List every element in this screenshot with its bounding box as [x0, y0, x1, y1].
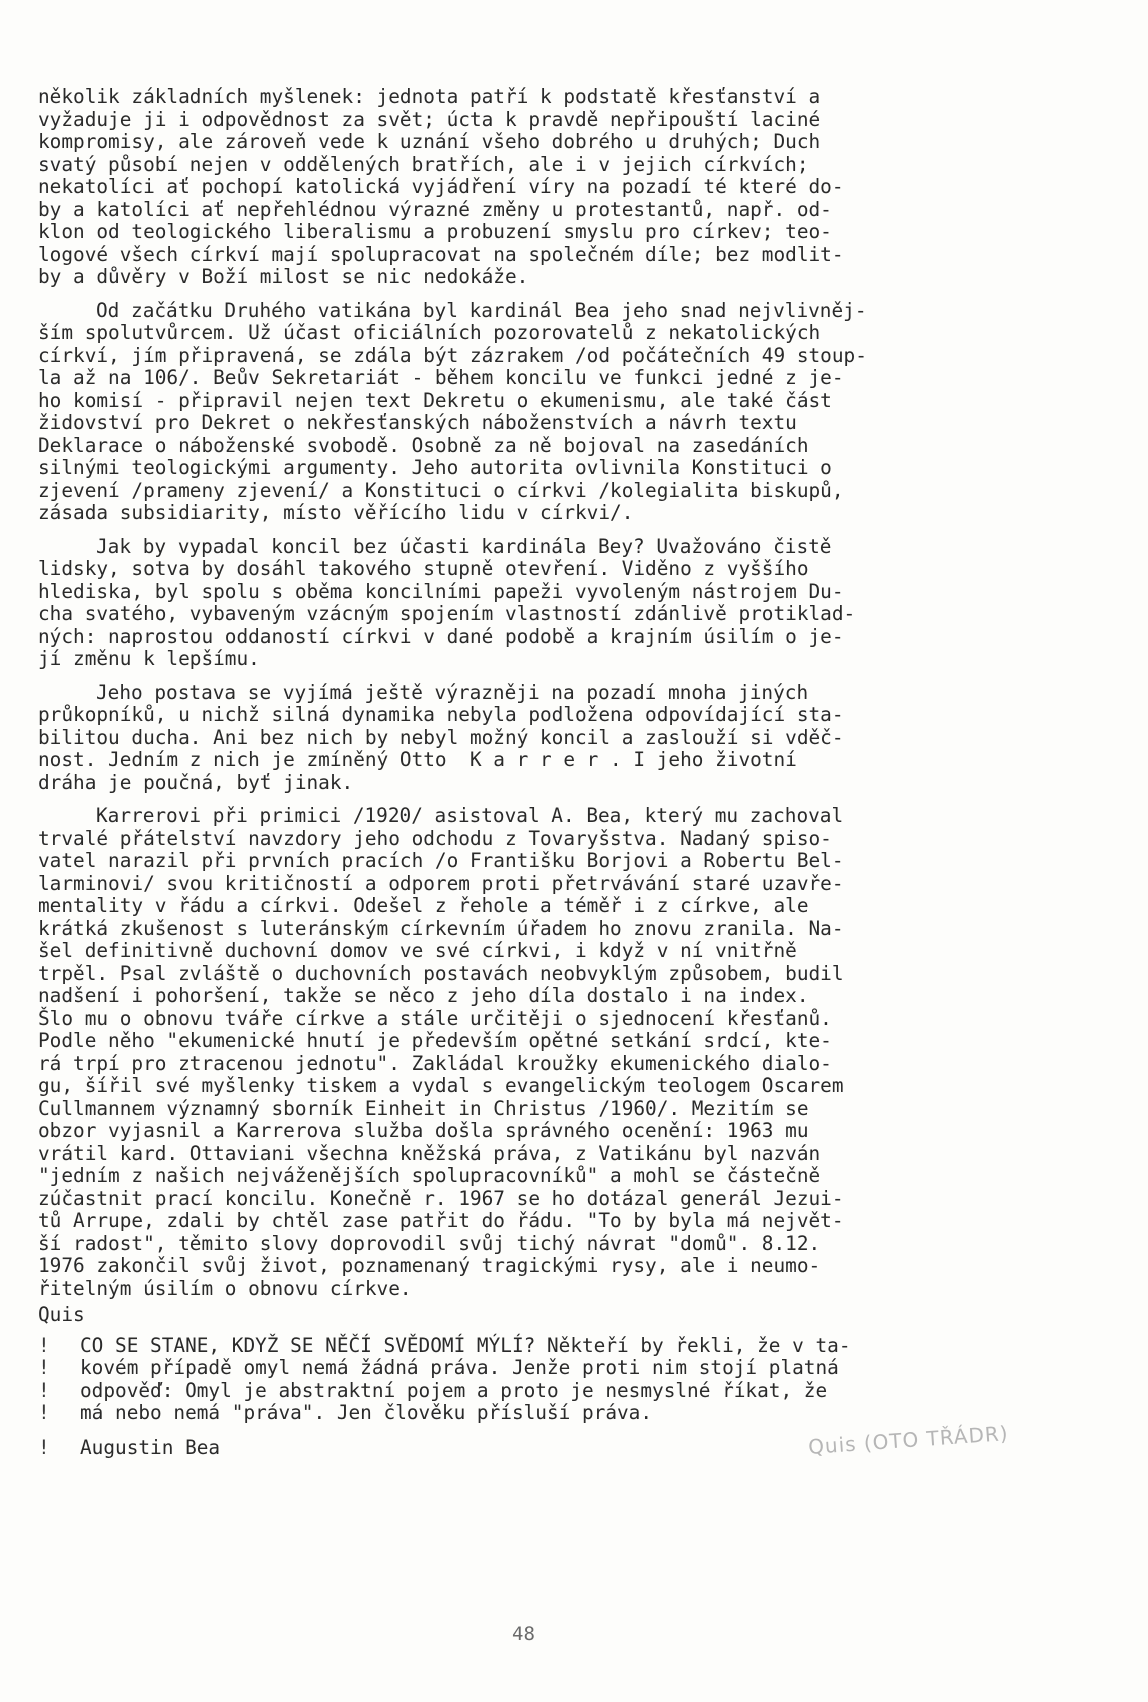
- handwritten-note: Quis (OTO TŘÁDR): [807, 1421, 1010, 1459]
- text-line: larminovi/ svou kritičností a odporem proti přetrvávání staré uzavře-: [38, 871, 844, 895]
- text-line: dráha je poučná, byť jinak.: [38, 770, 354, 794]
- quote-line: [38, 1335, 1118, 1358]
- text-line: Jeho postava se vyjímá ještě výrazněji na pozadí mnoha jiných: [96, 680, 809, 704]
- text-line: Cullmannem významný sborník Einheit in Christus /1960/. Mezitím se: [38, 1096, 809, 1120]
- text-line: kompromisy, ale zároveň vede k uznání všeho dobrého u druhých; Duch: [38, 130, 821, 153]
- text-line: Šlo mu o obnovu tváře církve a stále určitěji o sjednocení křesťanů.: [38, 1006, 832, 1030]
- text-line: klon od teologického liberalismu a probuzení smyslu pro církev; teo-: [38, 220, 832, 243]
- quote-bar: !: [38, 1435, 50, 1459]
- text-line: zjevení /prameny zjevení/ a Konstituci o církvi /kolegialita biskupů,: [38, 478, 844, 502]
- text-line: nost. Jedním z nich je zmíněný Otto K a r r e r . I jeho životní: [38, 748, 797, 771]
- text-line: cha svatého, vybaveným vzácným spojením vlastností zdánlivě protiklad-: [38, 602, 856, 625]
- text-line: vrátil kard. Ottaviani všechna kněžská práva, z Vatikánu byl nazván: [38, 1141, 821, 1165]
- text-line: gu, šířil své myšlenky tiskem a vydal s evangelickým teologem Oscarem: [38, 1074, 844, 1097]
- quote-line: [38, 1402, 1118, 1425]
- text-line: šel definitivně duchovní domov ve své církvi, i když v ní vnitřně: [38, 939, 797, 962]
- text-line: Karrerovi při primici /1920/ asistoval A. Bea, který mu zachoval: [96, 804, 844, 827]
- text-line: by a katolíci ať nepřehlédnou výrazné změny u protestantů, např. od-: [38, 197, 832, 221]
- text-line: Jak by vypadal koncil bez účasti kardinála Bey? Uvažováno čistě: [96, 534, 832, 558]
- text-line: krátká zkušenost s luteránským církevním úřadem ho znovu zranila. Na-: [38, 916, 844, 940]
- text-line: řitelným úsilím o obnovu církve.: [38, 1276, 412, 1300]
- text-line: silnými teologickými argumenty. Jeho autorita ovlivnila Konstituci o: [38, 456, 832, 479]
- text-line: obzor vyjasnil a Karrerova služba došla správného ocenění: 1963 mu: [38, 1119, 809, 1142]
- text-line: jí změnu k lepšímu.: [38, 647, 260, 670]
- page-number: 48: [512, 1623, 535, 1645]
- text-line: průkopníků, u nichž silná dynamika nebyla podložena odpovídající sta-: [38, 703, 844, 726]
- paragraph-2: [38, 300, 1118, 525]
- text-line: zásada subsidiarity, místo věřícího lidu v církvi/.: [38, 501, 634, 524]
- quote-text: odpověď: Omyl je abstraktní pojem a proto je nesmyslné říkat, že: [80, 1378, 828, 1402]
- text-line: ných: naprostou oddaností církvi v dané podobě a krajním úsilím o je-: [38, 624, 844, 648]
- quote-bar: !: [38, 1401, 50, 1424]
- paragraph-5: [38, 805, 1118, 1300]
- text-line: nekatolíci ať pochopí katolická vyjádření víry na pozadí té které do-: [38, 175, 844, 198]
- text-line: ším spolutvůrcem. Už účast oficiálních pozorovatelů z nekatolických: [38, 321, 821, 344]
- quote-text: kovém případě omyl nemá žádná práva. Jenže proti nim stojí platná: [80, 1356, 839, 1379]
- text-line: rá trpí pro ztracenou jednotu". Zakládal kroužky ekumenického dialo-: [38, 1051, 832, 1075]
- text-line: ho komisí - připravil nejen text Dekretu o ekumenismu, ale také část: [38, 388, 832, 412]
- quote-text: CO SE STANE, KDYŽ SE NĚČÍ SVĚDOMÍ MÝLÍ? Někteří by řekli, že v ta-: [80, 1333, 851, 1357]
- text-line: bilitou ducha. Ani bez nich by nebyl možný koncil a zaslouží si vděč-: [38, 725, 844, 749]
- quote-bar: !: [38, 1333, 50, 1357]
- text-line: trvalé přátelství navzdory jeho odchodu z Tovaryšstva. Nadaný spiso-: [38, 826, 832, 850]
- text-line: svatý působí nejen v oddělených bratřích, ale i v jejich církvích;: [38, 152, 809, 176]
- text-line: lidsky, sotva by dosáhl takového stupně otevření. Viděno z vyššího: [38, 557, 809, 580]
- text-line: mentality v řádu a církvi. Odešel z řehole a téměř i z církve, ale: [38, 894, 809, 917]
- text-line: židovství pro Dekret o nekřesťanských náboženstvích a návrh textu: [38, 411, 797, 434]
- text-line: ší radost", těmito slovy doprovodil svůj tichý návrat "domů". 8.12.: [38, 1231, 821, 1255]
- text-line: hlediska, byl spolu s oběma koncilními papeži vyvoleným nástrojem Du-: [38, 579, 844, 603]
- text-line: církví, jím připravená, se zdála být zázrakem /od počátečních 49 stoup-: [38, 343, 867, 367]
- text-line: 1976 zakončil svůj život, poznamenaný tragickými rysy, ale i neumo-: [38, 1254, 821, 1277]
- text-line: "jedním z našich nejváženějších spolupracovníků" a mohl se částečně: [38, 1164, 821, 1187]
- text-line: nadšení i pohoršení, takže se něco z jeho díla dostalo i na index.: [38, 984, 809, 1007]
- quote-author: Augustin Bea: [80, 1435, 221, 1459]
- quote-bar: !: [38, 1356, 50, 1379]
- text-line: vatel narazil při prvních pracích /o Františku Borjovi a Robertu Bel-: [38, 849, 844, 872]
- text-line: několik základních myšlenek: jednota patří k podstatě křesťanství a: [38, 85, 821, 108]
- paragraph-4: [38, 682, 1118, 795]
- text-line: trpěl. Psal zvláště o duchovních postavách neobvyklým způsobem, budil: [38, 961, 844, 985]
- quote-bar: !: [38, 1378, 50, 1402]
- text-line: logové všech církví mají spolupracovat na společném díle; bez modlit-: [38, 242, 844, 266]
- signature: Quis: [38, 1303, 85, 1326]
- text-line: by a důvěry v Boží milost se nic nedokáže.: [38, 265, 529, 288]
- text-line: vyžaduje ji i odpovědnost za svět; úcta k pravdě nepřipouští laciné: [38, 107, 821, 131]
- quote-line: [38, 1357, 1118, 1380]
- text-line: tů Arrupe, zdali by chtěl zase patřit do řádu. "To by byla má největ-: [38, 1209, 844, 1232]
- document-body: [38, 86, 1118, 1459]
- text-line: Podle něho "ekumenické hnutí je především opětné setkání srdcí, kte-: [38, 1029, 832, 1052]
- quote-line: [38, 1380, 1118, 1403]
- text-line: Od začátku Druhého vatikána byl kardinál Bea jeho snad nejvlivněj-: [96, 298, 867, 322]
- text-line: la až na 106/. Beův Sekretariát - během koncilu ve funkci jedné z je-: [38, 366, 844, 389]
- text-line: zúčastnit prací koncilu. Konečně r. 1967 se ho dotázal generál Jezui-: [38, 1186, 844, 1210]
- paragraph-1: [38, 86, 1118, 289]
- paragraph-3: [38, 536, 1118, 671]
- text-line: Deklarace o náboženské svobodě. Osobně za ně bojoval na zasedáních: [38, 433, 809, 457]
- quote-text: má nebo nemá "práva". Jen člověku přísluší práva.: [80, 1401, 653, 1424]
